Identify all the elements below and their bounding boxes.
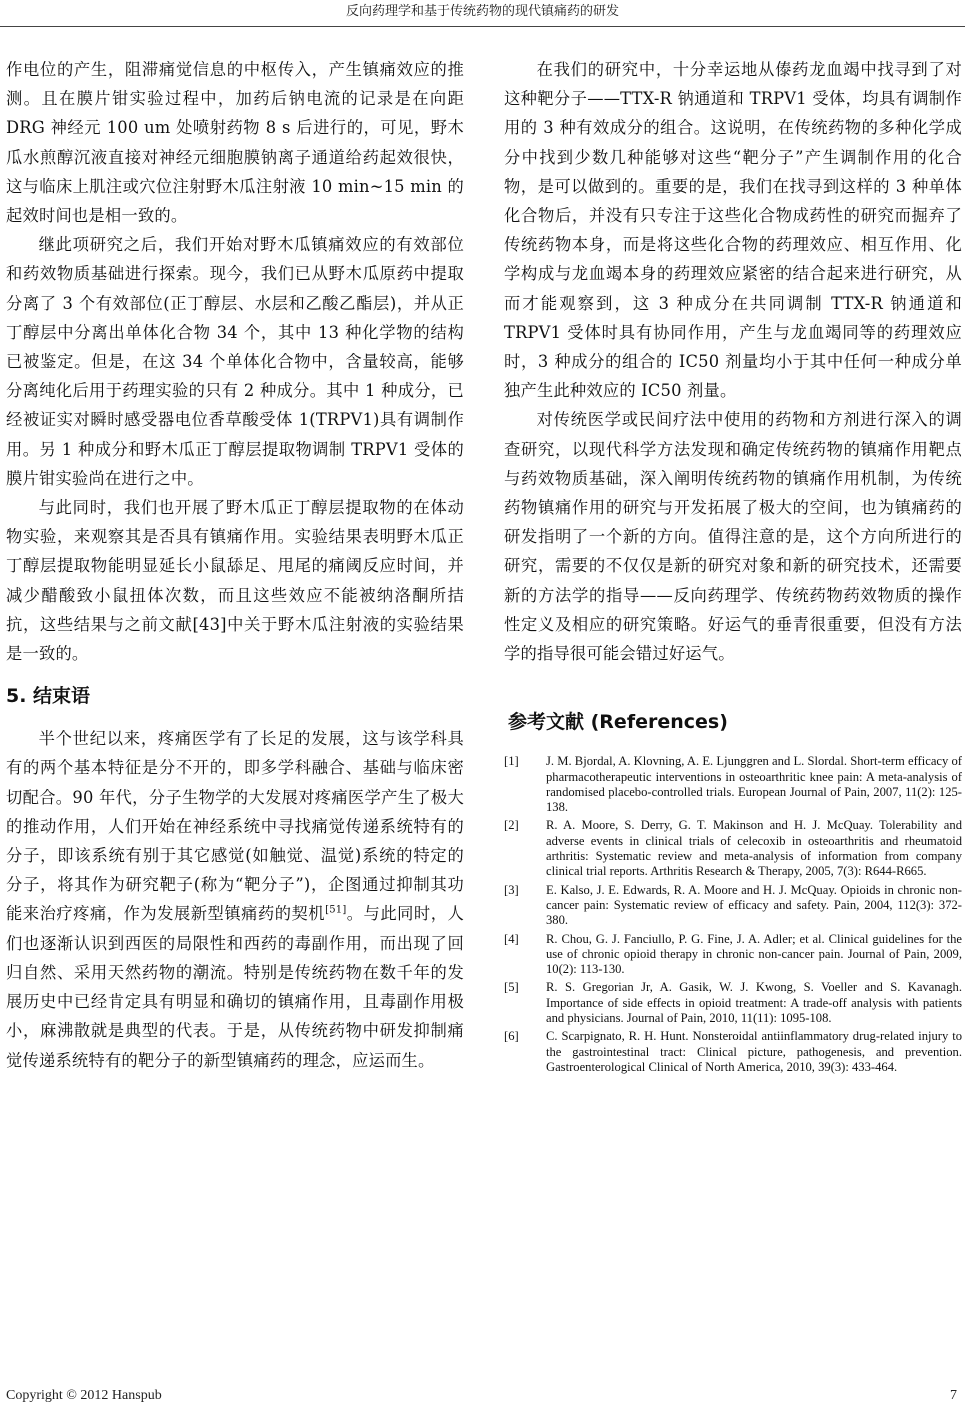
reference-item [504, 1029, 962, 1075]
citation-superscript: [51] [325, 905, 347, 917]
reference-text: R. S. Gregorian Jr, A. Gasik, W. J. Kwong, S. Voeller and S. Kavanagh. Importance of side effects in opioid treatment: A trade-off analysis with patients and physicians. Journal of Pain, 2010, 11(11): 1095-108. [546, 980, 962, 1026]
paragraph-methodology: 对传统医学或民间疗法中使用的药物和方剂进行深入的调查研究，以现代科学方法发现和确定传统药物的镇痛作用靶点与药效物质基础，深入阐明传统药物的镇痛作用机制，为传统药物镇痛作用的研究与开发拓展了极大的空间，也为镇痛药的研发指明了一个新的方向。值得注意的是，这个方向所进行的研究，需要的不仅仅是新的研究对象和新的研究技术，还需要新的方法学的指导——反向药理学、传统药物药效物质的操作性定义及相应的研究策略。好运气的垂青很重要，但没有方法学的指导很可能会错过好运气。 [504, 410, 962, 664]
paragraph-extraction-research: 继此项研究之后，我们开始对野木瓜镇痛效应的有效部位和药效物质基础进行探索。现今，我们已从野木瓜原药中提取分离了 3 个有效部位(正丁醇层、水层和乙酸乙酯层)，并从正丁醇层中分离出单体化合物 34 个，其中 13 种化学物的结构已被鉴定。但是，在这 34 个单体化合物中，含量较高，能够分离纯化后用于药理实验的只有 2 种成分。其中 1 种成分，已经被证实对瞬时感受器电位香草酸受体 1(TRPV1)具有调制作用。另 1 种成分和野木瓜正丁醇层提取物调制 TRPV1 受体的膜片钳实验尚在进行之中。 [6, 235, 464, 488]
reference-item [504, 754, 962, 815]
right-column [504, 55, 962, 1078]
reference-number: [3] [504, 882, 519, 897]
paragraph-animal-experiment: 与此同时，我们也开展了野木瓜正丁醇层提取物的在体动物实验，来观察其是否具有镇痛作用。实验结果表明野木瓜正丁醇层提取物能明显延长小鼠舔足、甩尾的痛阈反应时间，并减少醋酸致小鼠扭体次数，而且这些效应不能被纳洛酮所拮抗，这些结果与之前文献[43]中关于野木瓜注射液的实验结果是一致的。 [6, 498, 464, 664]
paragraph-conclusion-part1: 半个世纪以来，疼痛医学有了长足的发展，这与该学科具有的两个基本特征是分不开的，即多学科融合、基础与临床密切配合。90 年代，分子生物学的大发展对疼痛医学产生了极大的推动作用，人们开始在神经系统中寻找痛觉传递系统特有的分子，即该系统有别于其它感觉(如触觉、温觉)系统的特定的分子，将其作为研究靶子(称为“靶分子”)，企图通过抑制其功能来治疗疼痛，作为发展新型镇痛药的契机 [6, 729, 464, 924]
left-column [6, 55, 464, 1075]
reference-item [504, 883, 962, 929]
page-footer [0, 1384, 965, 1408]
reference-number: [1] [504, 754, 519, 769]
reference-item [504, 980, 962, 1026]
paragraph-dragon-blood: 在我们的研究中，十分幸运地从傣药龙血竭中找寻到了对这种靶分子——TTX-R 钠通道和 TRPV1 受体，均具有调制作用的 3 种有效成分的组合。这说明，在传统药物的多种化学成分中找到少数几种能够对这些“靶分子”产生调制作用的化合物，是可以做到的。重要的是，我们在找寻到这样的 3 种单体化合物后，并没有只专注于这些化合物成药性的研究而掘弃了传统药物本身，而是将这些化合物的药理效应、相互作用、化学构成与龙血竭本身的药理效应紧密的结合起来进行研究，从而才能观察到，这 3 种成分在共同调制 TTX-R 钠通道和 TRPV1 受体时具有协同作用，产生与龙血竭同等的药理效应时，3 种成分的组合的 IC50 剂量均小于其中任何一种成分单独产生此种效应的 IC50 剂量。 [504, 60, 962, 401]
reference-list [504, 754, 962, 1075]
reference-number: [2] [504, 818, 519, 833]
copyright-notice: Copyright © 2012 Hanspub [6, 1388, 162, 1403]
reference-text: J. M. Bjordal, A. Klovning, A. E. Ljunggren and L. Slordal. Short-term efficacy of pharmacotherapeutic interventions in osteoarthritic knee pain: A meta-analysis of randomised placebo-controlled trials. European Journal of Pain, 2007, 11(2): 125-138. [546, 754, 962, 815]
reference-item [504, 932, 962, 978]
paragraph-conclusion-part2: 。与此同时，人们也逐渐认识到西医的局限性和西药的毒副作用，而出现了回归自然、采用天然药物的潮流。特别是传统药物在数千年的发展历史中已经肯定具有明显和确切的镇痛作用，且毒副作用极小，麻沸散就是典型的代表。于是，从传统药物中研发抑制痛觉传递系统特有的靶分子的新型镇痛药的理念，应运而生。 [6, 904, 464, 1070]
reference-number: [6] [504, 1029, 519, 1044]
reference-text: R. Chou, G. J. Fanciullo, P. G. Fine, J. A. Adler; et al. Clinical guidelines for the use of chronic opioid therapy in chronic non-cancer pain. Journal of Pain, 2009, 10(2): 113-130. [546, 931, 962, 977]
reference-number: [4] [504, 931, 519, 946]
paragraph-continued: 作电位的产生，阻滞痛觉信息的中枢传入，产生镇痛效应的推测。且在膜片钳实验过程中，加药后钠电流的记录是在向距 DRG 神经元 100 um 处喷射药物 8 s 后进行的，可见，野木瓜水煎醇沉液直接对神经元细胞膜钠离子通道给药起效很快，这与临床上肌注或穴位注射野木瓜注射液 10 min~15 min 的起效时间也是相一致的。 [6, 60, 464, 226]
reference-text: C. Scarpignato, R. H. Hunt. Nonsteroidal antiinflammatory drug-related injury to the gastrointestinal tract: Clinical picture, pathogenesis, and prevention. Gastroenterological Clinical of North America, 2010, 39(3): 433-464. [546, 1029, 962, 1074]
reference-text: E. Kalso, J. E. Edwards, R. A. Moore and H. J. McQuay. Opioids in chronic non-cancer pain: Systematic review of efficacy and safety. Pain, 2004, 112(3): 372-380. [546, 882, 962, 928]
section-title-conclusion: 5. 结束语 [6, 685, 91, 708]
reference-text: R. A. Moore, S. Derry, G. T. Makinson and H. J. McQuay. Tolerability and adverse events in clinical trials of celecoxib in osteoarthritis and rheumatoid arthritis: Systematic review and meta-analysis of information from company clinical trial reports. Arthritis Research & Therapy, 2005, 7(3): R644-R665. [546, 818, 962, 879]
page-number: 7 [950, 1388, 957, 1403]
references-title: 参考文献 (References) [508, 711, 728, 734]
running-header [0, 0, 965, 27]
reference-number: [5] [504, 980, 519, 995]
reference-item [504, 818, 962, 879]
running-header-title: 反向药理学和基于传统药物的现代镇痛药的研发 [345, 4, 619, 19]
paragraph-conclusion-history [6, 724, 464, 1074]
